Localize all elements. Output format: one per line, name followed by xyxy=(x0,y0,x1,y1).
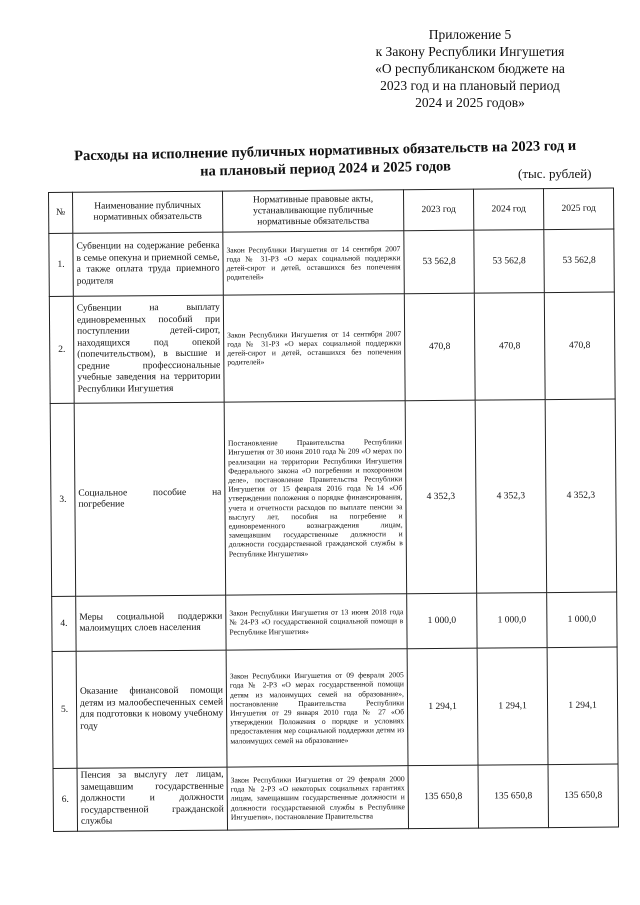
obligation-name: Субвенции на содержание ребенка в семье опекуна и приемной семье, а также оплата труда приемного родителя xyxy=(73,232,223,296)
table-row xyxy=(49,229,614,296)
amount-2024: 1 000,0 xyxy=(477,593,547,649)
table-row xyxy=(52,592,617,651)
header-2025: 2025 год xyxy=(543,188,613,230)
obligation-name: Социальное пособие на погребение xyxy=(74,402,226,596)
row-number: 6. xyxy=(53,768,77,831)
obligation-name: Субвенции на выплату единовременных пособий при поступлении детей-сирот, находящихся под опекой (попечительством), в высшие и средние профессиональные учебные заведения на территории Республики Ингушетия xyxy=(73,295,224,403)
table-row xyxy=(52,647,618,768)
title-line-1: Расходы на исполнение публичных нормативных обязательств на 2023 год и xyxy=(73,137,577,165)
appendix-line: к Закону Республики Ингушетия xyxy=(375,44,565,59)
row-number: 5. xyxy=(52,651,77,768)
amount-2024: 470,8 xyxy=(474,293,545,401)
title-line-2: на плановый период 2024 и 2025 годов xyxy=(200,158,451,180)
appendix-line: 2024 и 2025 годов» xyxy=(415,95,525,110)
amount-2025: 1 000,0 xyxy=(547,592,617,648)
appendix-line: «О республиканском бюджете на xyxy=(375,61,565,76)
table-row xyxy=(49,292,615,403)
amount-2025: 470,8 xyxy=(544,292,615,400)
appendix-line: 2023 год и на плановый период xyxy=(380,78,560,93)
amount-2024: 1 294,1 xyxy=(477,648,548,766)
table-header-row xyxy=(49,188,614,233)
amount-2023: 53 562,8 xyxy=(404,230,474,294)
table-row xyxy=(50,399,616,596)
amount-2023: 470,8 xyxy=(404,293,475,401)
legal-acts: Закон Республики Ингушетия от 14 сентября 2007 года № 31-РЗ «О мерах социальной поддержки детей-сирот и детей, оставшихся без попечения родителей» xyxy=(223,231,404,295)
amount-2024: 4 352,3 xyxy=(475,400,547,594)
amount-2025: 1 294,1 xyxy=(547,647,618,765)
amount-2024: 53 562,8 xyxy=(474,230,544,294)
row-number: 1. xyxy=(49,233,73,296)
amount-2023: 1 294,1 xyxy=(407,648,478,766)
amount-2023: 1 000,0 xyxy=(407,593,477,649)
amount-2025: 135 650,8 xyxy=(548,764,618,828)
header-acts: Нормативные правовые акты, устанавливающие публичные нормативные обязательства xyxy=(222,190,403,232)
row-number: 3. xyxy=(50,403,76,596)
obligation-name: Меры социальной поддержки малоимущих слоев населения xyxy=(76,595,226,651)
row-number: 2. xyxy=(49,296,74,403)
obligation-name: Пенсия за выслугу лет лицам, замещавшим государственные должности и должности государственной гражданской службы xyxy=(77,767,227,831)
legal-acts: Закон Республики Ингушетия от 13 июня 2018 года № 24-РЗ «О государственной социальной помощи в Республике Ингушетия» xyxy=(226,594,407,650)
appendix-header xyxy=(345,26,595,111)
expenses-table-wrapper xyxy=(48,188,618,832)
row-number: 4. xyxy=(52,596,76,651)
header-2023: 2023 год xyxy=(403,189,473,231)
expenses-table xyxy=(48,188,619,832)
appendix-line: Приложение 5 xyxy=(428,27,512,42)
header-2024: 2024 год xyxy=(473,189,543,231)
amount-2023: 4 352,3 xyxy=(405,400,477,594)
amount-2025: 53 562,8 xyxy=(544,229,614,293)
amount-2023: 135 650,8 xyxy=(408,765,478,829)
header-name: Наименование публичных нормативных обязательств xyxy=(73,191,223,233)
legal-acts: Постановление Правительства Республики Ингушетия от 30 июня 2010 года № 209 «О мерах по реализации на территории Республики Ингушетия Федерального закона «О погребении и похоронном деле», постановление Правительства Республики Ингушетия от 15 февраля 2016 года №14 «Об утверждении положения о порядке финансирования, учета и отчетности расходов по выплате пенсии за выслугу лет, пособия на погребение и единовременного вознаграждения лицам, замещавшим государственные должности и должности государственной гражданской службы в Республике Ингушетия» xyxy=(224,401,407,595)
obligation-name: Оказание финансовой помощи детям из малообеспеченных семей для подготовки к новому учебному году xyxy=(76,650,227,768)
header-no: № xyxy=(49,192,73,233)
table-row xyxy=(53,764,618,831)
unit-label: (тыс. рублей) xyxy=(518,166,592,181)
amount-2025: 4 352,3 xyxy=(545,399,617,593)
legal-acts: Закон Республики Ингушетия от 09 февраля 2005 года № 2-РЗ «О мерах государственной помощи детям из малоимущих семей на образование», постановление Правительства Республики Ингушетия от 29 января 2010 года № 27 «Об утверждении Положения о порядке и условиях предоставления мер социальной поддержки детям из малоимущих семей на образование» xyxy=(226,649,408,767)
legal-acts: Закон Республики Ингушетия от 29 февраля 2000 года № 2-РЗ «О некоторых социальных гарантиях лицам, замещавшим государственные должности и должности государственной службы в Республике Ингушетия», постановление Правительства xyxy=(227,766,408,830)
legal-acts: Закон Республики Ингушетия от 14 сентября 2007 года № 31-РЗ «О мерах социальной поддержки детей-сирот и детей, оставшихся без попечения родителей» xyxy=(223,294,405,402)
amount-2024: 135 650,8 xyxy=(478,765,548,829)
